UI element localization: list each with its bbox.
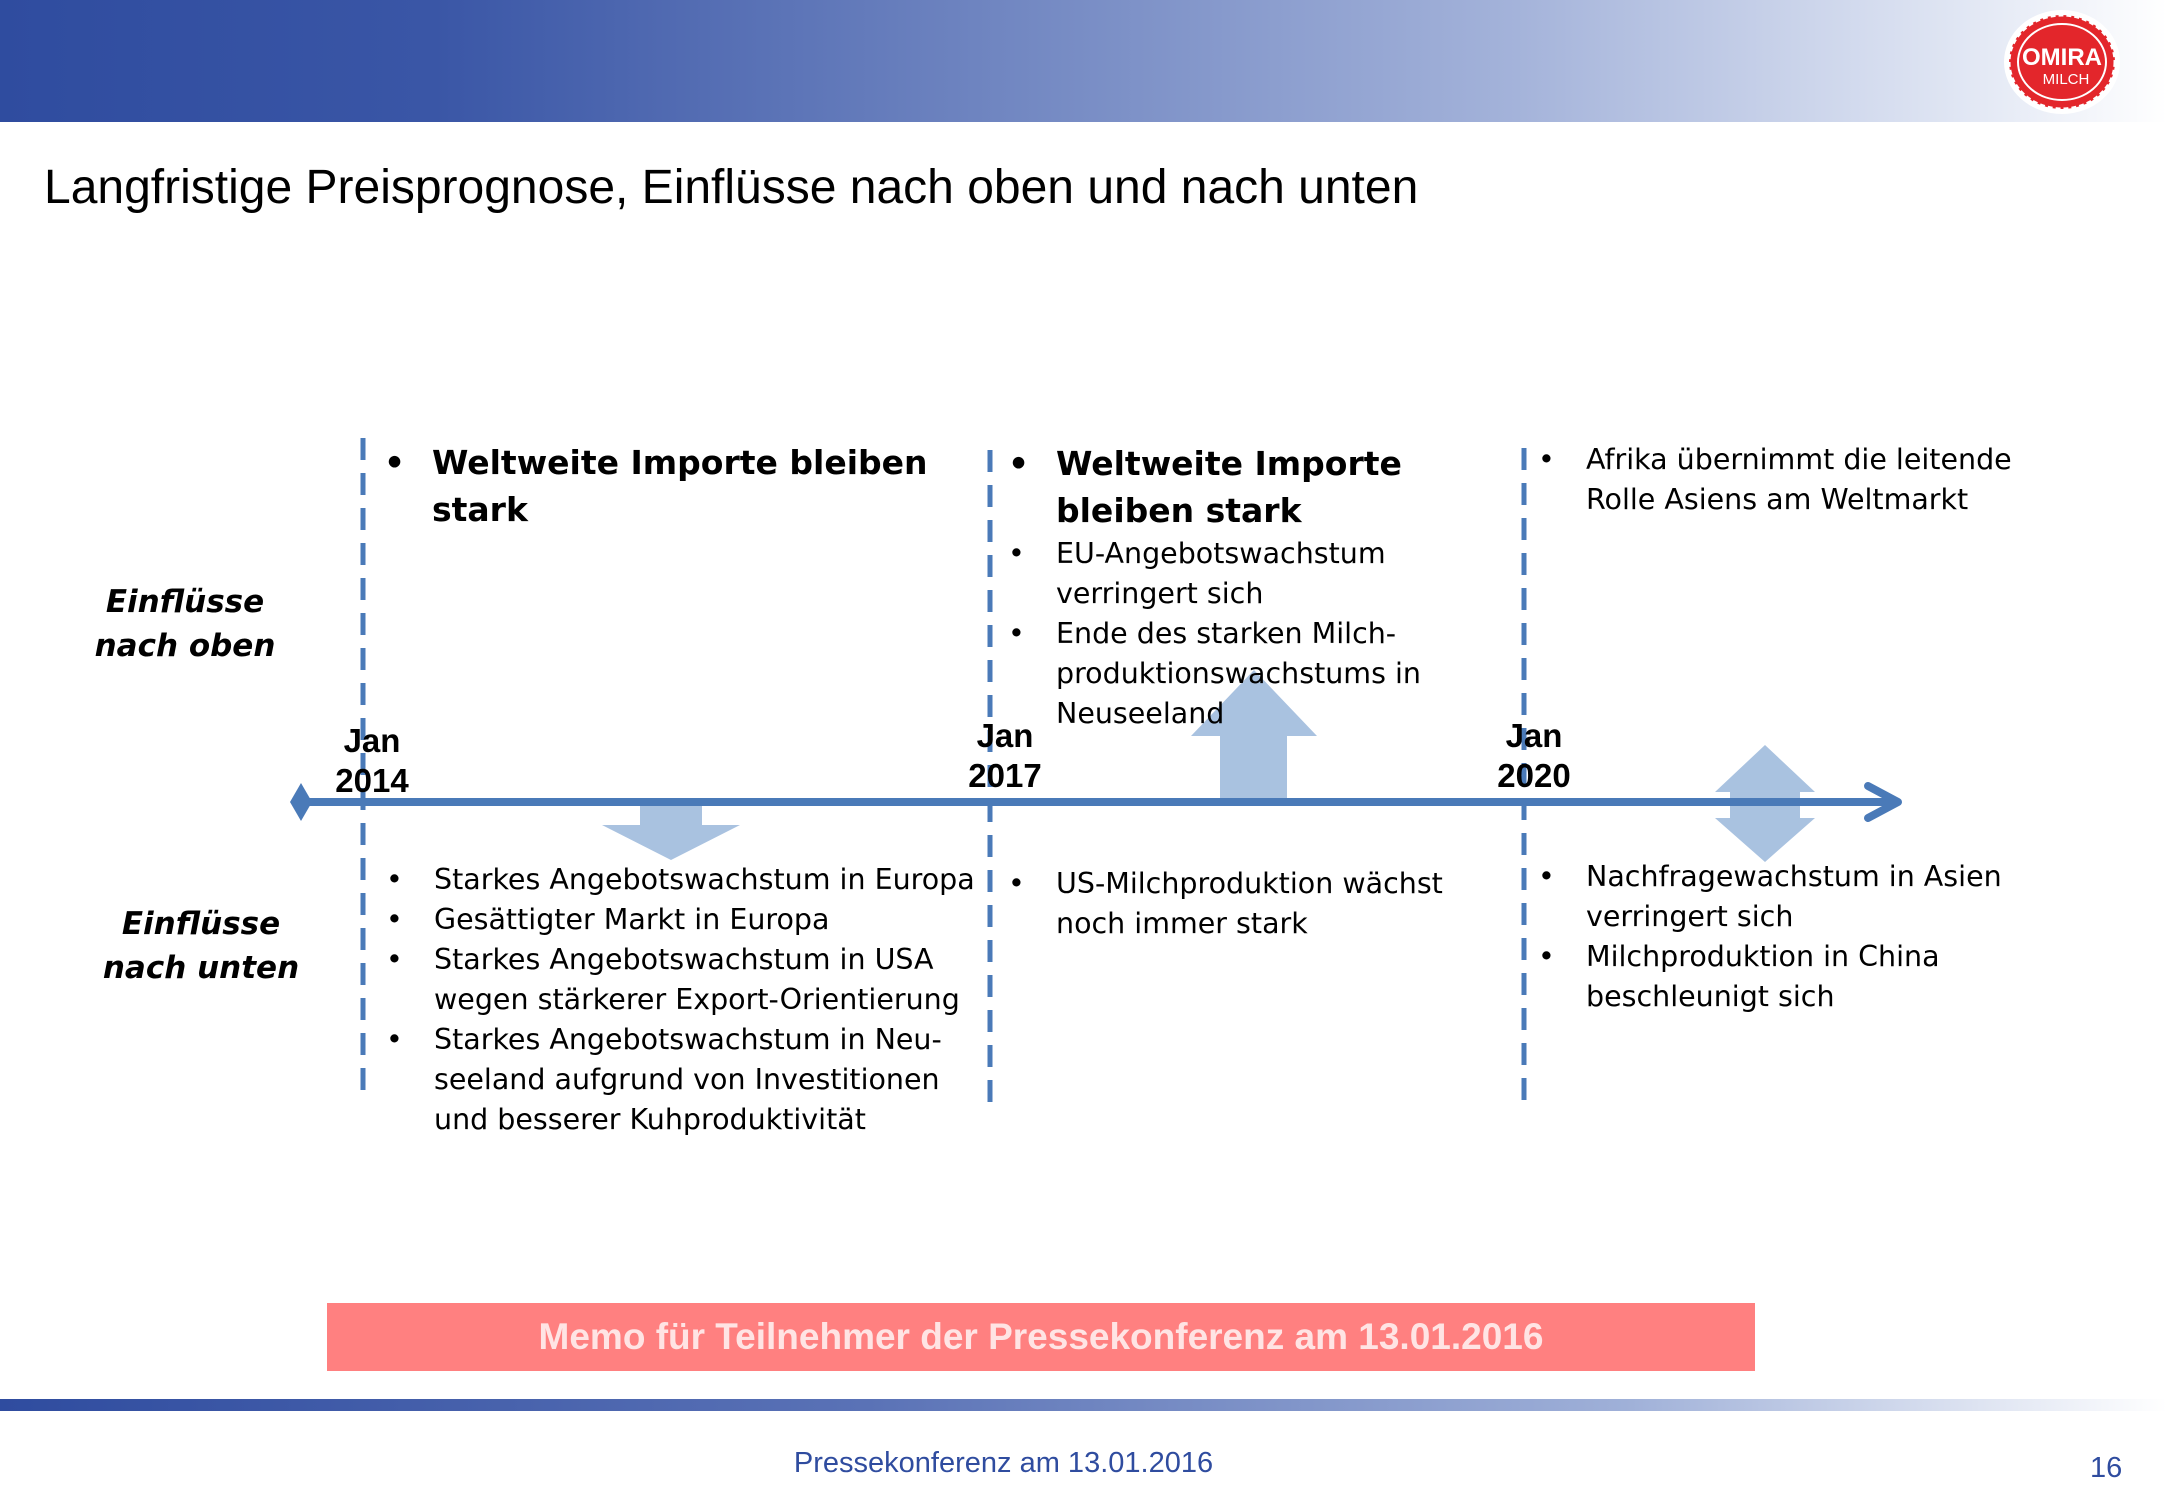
milestone-month: Jan [976,717,1034,754]
label-up-line2: nach oben [94,628,276,664]
milestone-year: 2014 [335,762,409,799]
period2-down-list [1006,864,1516,944]
period2-up-list [1006,440,1516,734]
period3-up-list [1536,440,2046,520]
logo-text-line1: OMIRA [2022,44,2102,71]
period1-up-list [382,439,982,533]
label-down-line2: nach unten [102,950,300,986]
list-item: • US-Milchproduktion wächst noch immer stark [1006,864,1516,944]
label-influences-down [86,902,316,990]
label-up-line1: Einflüsse [105,584,265,620]
list-item: • Starkes Angebotswachstum in Neu-seeland aufgrund von Investitionen und besserer Kuhproduktivität [384,1020,984,1140]
page-number: 16 [2090,1452,2123,1484]
list-item: • Milchproduktion in China beschleunigt sich [1536,937,2046,1017]
footer-divider [0,1399,2167,1411]
milestone-label-2014 [322,721,422,801]
list-item: • Weltweite Importe bleiben stark [1006,440,1516,534]
list-item: • EU-Angebotswachstum verringert sich [1006,534,1516,614]
page-title: Langfristige Preisprognose, Einflüsse nach oben und nach unten [44,161,1419,214]
period3-down-list [1536,857,2046,1017]
list-item: • Starkes Angebotswachstum in USA wegen stärkerer Export-Orientierung [384,940,984,1020]
milestone-month: Jan [343,722,401,759]
timeline-start-diamond [290,783,312,821]
period1-down-list [384,860,984,1140]
logo-text-line2: MILCH [2042,71,2090,88]
list-item: • Afrika übernimmt die leitende Rolle Asiens am Weltmarkt [1536,440,2046,520]
label-down-line1: Einflüsse [121,906,281,942]
list-item: • Starkes Angebotswachstum in Europa [384,860,984,900]
memo-text: Memo für Teilnehmer der Pressekonferenz am 13.01.2016 [538,1316,1544,1357]
list-item: • Nachfragewachstum in Asien verringert sich [1536,857,2046,937]
arrow-down-period1 [602,800,740,860]
list-item: • Gesättigter Markt in Europa [384,900,984,940]
label-influences-up [70,580,300,668]
list-item: • Ende des starken Milch-produktionswachstums in Neuseeland [1006,614,1516,734]
footer-text: Pressekonferenz am 13.01.2016 [793,1447,1214,1479]
list-item: • Weltweite Importe bleiben stark [382,439,982,533]
milestone-year: 2017 [968,757,1042,794]
milestone-month: Jan [1505,717,1563,754]
milestone-year: 2020 [1497,757,1571,794]
